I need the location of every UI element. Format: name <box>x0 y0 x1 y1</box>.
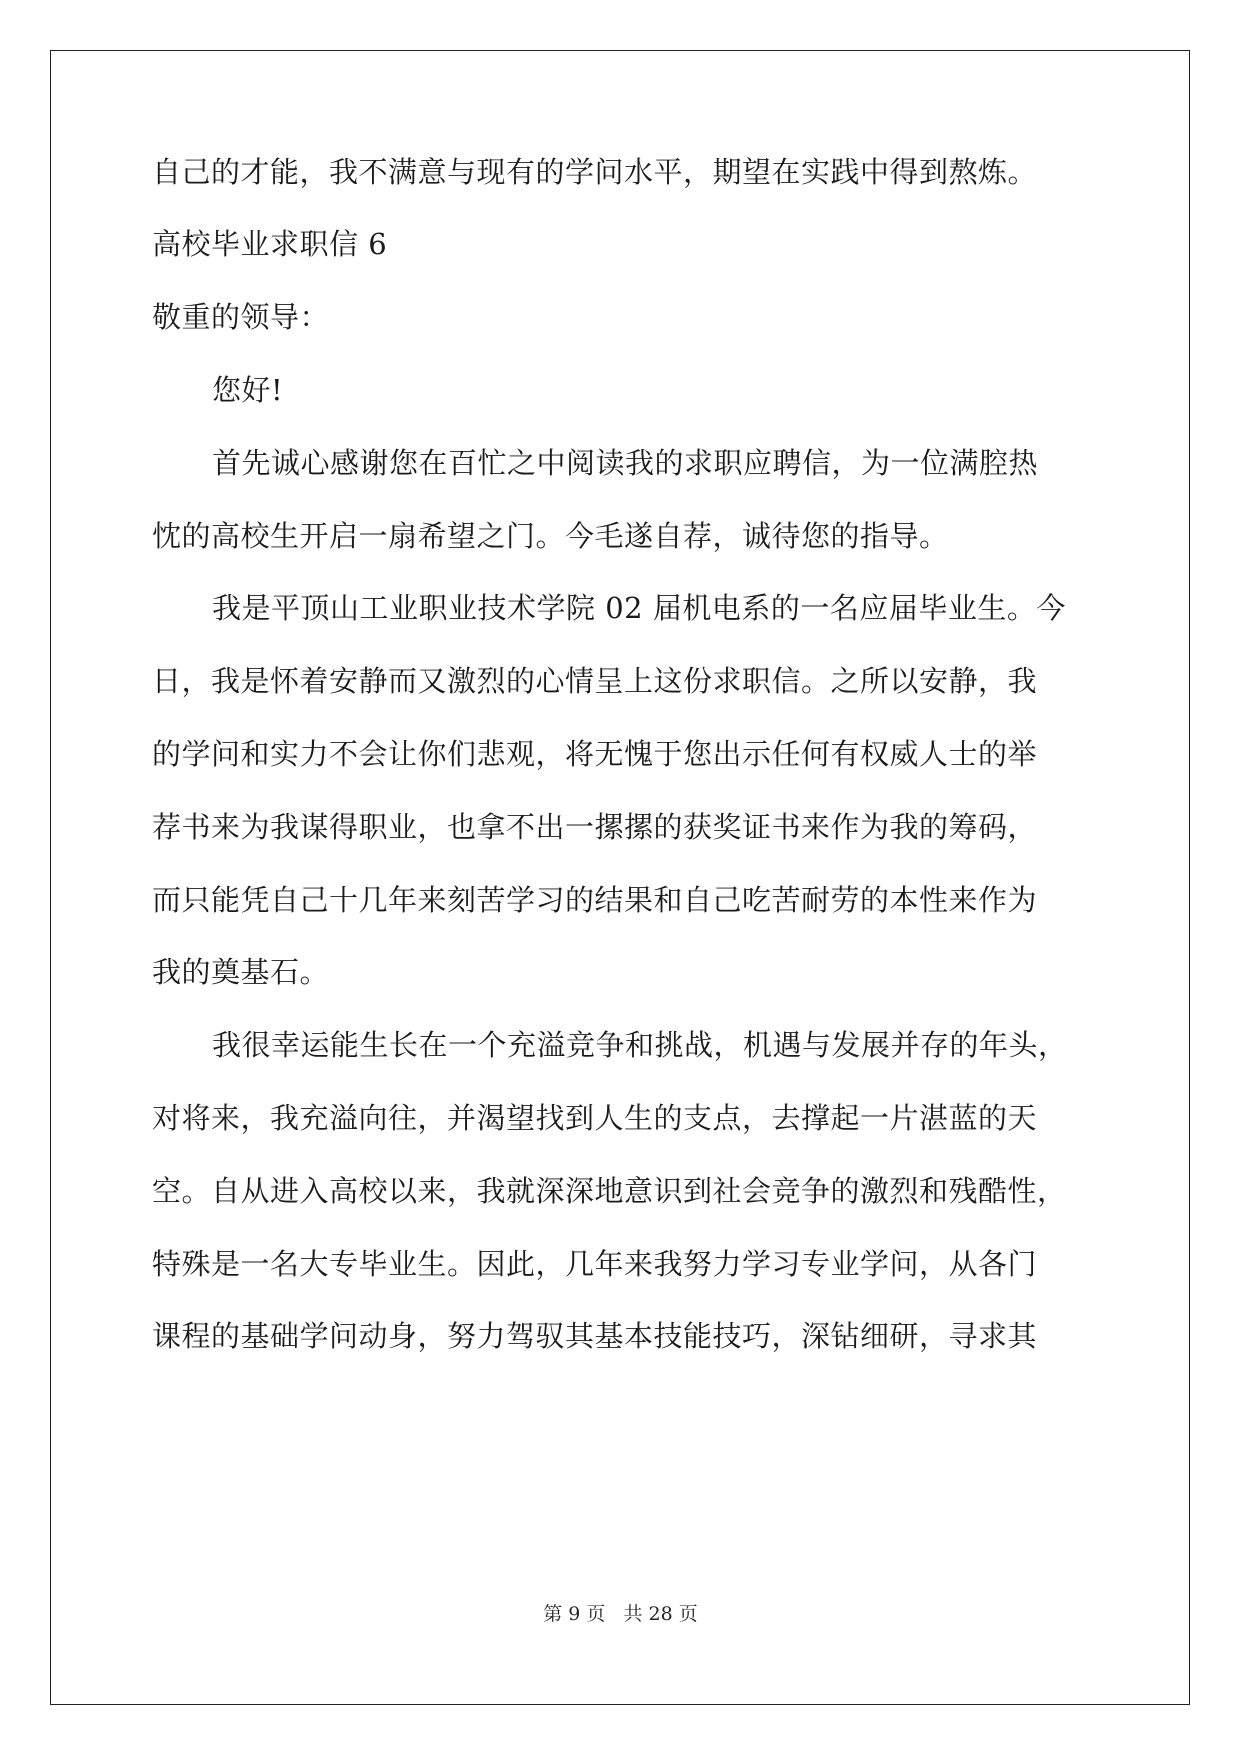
body-line: 特殊是一名大专毕业生。因此，几年来我努力学习专业学问，从各门 <box>152 1247 1038 1281</box>
page-footer <box>0 1602 1241 1626</box>
letter-heading: 高校毕业求职信 6 <box>152 227 388 261</box>
body-line: 对将来，我充溢向往，并渴望找到人生的支点，去撑起一片湛蓝的天 <box>152 1101 1038 1135</box>
body-line: 自己的才能，我不满意与现有的学问水平，期望在实践中得到熬炼。 <box>152 155 1038 189</box>
total-pages: 共 28 页 <box>623 1603 698 1625</box>
body-line: 荐书来为我谋得职业，也拿不出一摞摞的获奖证书来作为我的筹码， <box>152 810 1038 844</box>
body-line: 的学问和实力不会让你们悲观，将无愧于您出示任何有权威人士的举 <box>152 737 1038 771</box>
body-line: 空。自从进入高校以来，我就深深地意识到社会竞争的激烈和残酷性， <box>152 1174 1067 1208</box>
body-line: 我是平顶山工业职业技术学院 02 届机电系的一名应届毕业生。今 <box>212 591 1066 625</box>
body-line: 我的奠基石。 <box>152 955 330 989</box>
salutation: 敬重的领导： <box>152 300 330 334</box>
body-line: 日，我是怀着安静而又激烈的心情呈上这份求职信。之所以安静，我 <box>152 664 1038 698</box>
body-line: 而只能凭自己十几年来刻苦学习的结果和自己吃苦耐劳的本性来作为 <box>152 883 1038 917</box>
body-line: 课程的基础学问动身，努力驾驭其基本技能技巧，深钻细研，寻求其 <box>152 1319 1038 1353</box>
body-line: 忱的高校生开启一扇希望之门。今毛遂自荐，诚待您的指导。 <box>152 519 949 553</box>
greeting: 您好! <box>212 373 284 407</box>
body-line: 首先诚心感谢您在百忙之中阅读我的求职应聘信，为一位满腔热 <box>212 446 1039 480</box>
page-number: 第 9 页 <box>543 1603 606 1625</box>
body-line: 我很幸运能生长在一个充溢竞争和挑战，机遇与发展并存的年头， <box>212 1028 1068 1062</box>
